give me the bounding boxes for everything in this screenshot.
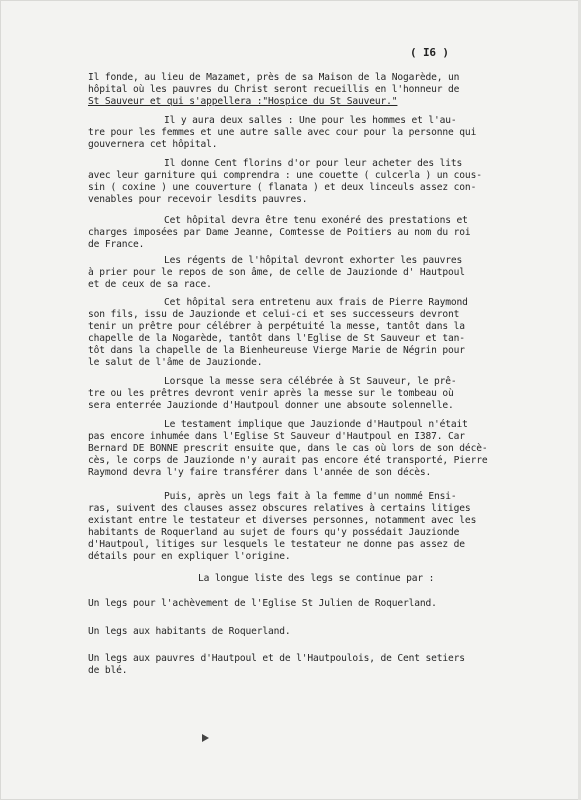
text-line: Il y aura deux salles : Une pour les hommes et l'au-	[164, 115, 457, 126]
text-line: et de ceux de sa race.	[88, 279, 212, 290]
text-line: gouvernera cet hôpital.	[88, 139, 218, 150]
text-line: Les régents de l'hôpital devront exhorter les pauvres	[164, 255, 463, 266]
text-line: avec leur garniture qui comprendra : une couette ( culcerla ) un cous-	[88, 170, 482, 181]
text-line: Un legs aux pauvres d'Hautpoul et de l'Hautpoulois, de Cent setiers	[88, 653, 465, 664]
text-line: tenir un prêtre pour célébrer à perpétuité la messe, tantôt dans la	[88, 321, 465, 332]
text-line: tôt dans la chapelle de la Bienheureuse Vierge Marie de Négrin pour	[88, 345, 465, 356]
text-line: Le testament implique que Jauzionde d'Hautpoul n'était	[164, 419, 468, 430]
text-line: tre ou les prêtres devront venir après la messe sur le tombeau où	[88, 388, 454, 399]
text-line: sera enterrée Jauzionde d'Hautpoul donner une absoute solennelle.	[88, 400, 454, 411]
text-line: habitants de Roquerland au sujet de fours qu'y possédait Jauzionde	[88, 527, 460, 538]
text-line: hôpital où les pauvres du Christ seront recueillis en l'honneur de	[88, 84, 460, 95]
text-line: ras, suivent des clauses assez obscures relatives à certains litiges	[88, 503, 471, 514]
text-line: Il fonde, au lieu de Mazamet, près de sa Maison de la Nogarède, un	[88, 72, 460, 83]
text-line: St Sauveur et qui s'appellera :"Hospice du St Sauveur."	[88, 96, 398, 107]
text-line: son fils, issu de Jauzionde et celui-ci et ses successeurs devront	[88, 309, 460, 320]
page-number: ( I6 )	[410, 46, 449, 59]
text-line: tre pour les femmes et une autre salle avec cour pour la personne qui	[88, 127, 477, 138]
text-line: Puis, après un legs fait à la femme d'un nommé Ensi-	[164, 491, 457, 502]
text-line: Un legs aux habitants de Roquerland.	[88, 626, 291, 637]
text-line: La longue liste des legs se continue par :	[198, 573, 435, 584]
margin-arrow-mark	[202, 734, 209, 742]
text-line: Raymond devra l'y faire transférer dans l'année de son décès.	[88, 467, 432, 478]
text-line: à prier pour le repos de son âme, de celle de Jauzionde d' Hautpoul	[88, 267, 465, 278]
text-line: Un legs pour l'achèvement de l'Eglise St Julien de Roquerland.	[88, 598, 437, 609]
text-line: de blé.	[88, 665, 128, 676]
text-line: Lorsque la messe sera célébrée à St Sauveur, le prê-	[164, 376, 457, 387]
text-line: charges imposées par Dame Jeanne, Comtesse de Poitiers au nom du roi	[88, 227, 471, 238]
text-line: d'Hautpoul, litiges sur lesquels le testateur ne donne pas assez de	[88, 539, 465, 550]
text-line: Cet hôpital devra être tenu exonéré des prestations et	[164, 215, 468, 226]
text-line: existant entre le testateur et diverses personnes, notamment avec les	[88, 515, 477, 526]
text-line: Cet hôpital sera entretenu aux frais de Pierre Raymond	[164, 297, 468, 308]
text-line: cès, le corps de Jauzionde n'y aurait pas encore été transporté, Pierre	[88, 455, 488, 466]
text-line: détails pour en expliquer l'origine.	[88, 551, 291, 562]
text-line: Il donne Cent florins d'or pour leur acheter des lits	[164, 158, 463, 169]
text-line: pas encore inhumée dans l'Eglise St Sauveur d'Hautpoul en I387. Car	[88, 431, 465, 442]
text-line: sin ( coxine ) une couverture ( flanata ) et deux linceuls assez con-	[88, 182, 477, 193]
text-line: chapelle de la Nogarède, tantôt dans l'Eglise de St Sauveur et tan-	[88, 333, 465, 344]
text-line: Bernard DE BONNE prescrit ensuite que, dans le cas où lors de son décè-	[88, 443, 488, 454]
text-line: venables pour recevoir lesdits pauvres.	[88, 194, 308, 205]
text-line: le salut de l'âme de Jauzionde.	[88, 357, 263, 368]
text-line: de France.	[88, 239, 145, 250]
